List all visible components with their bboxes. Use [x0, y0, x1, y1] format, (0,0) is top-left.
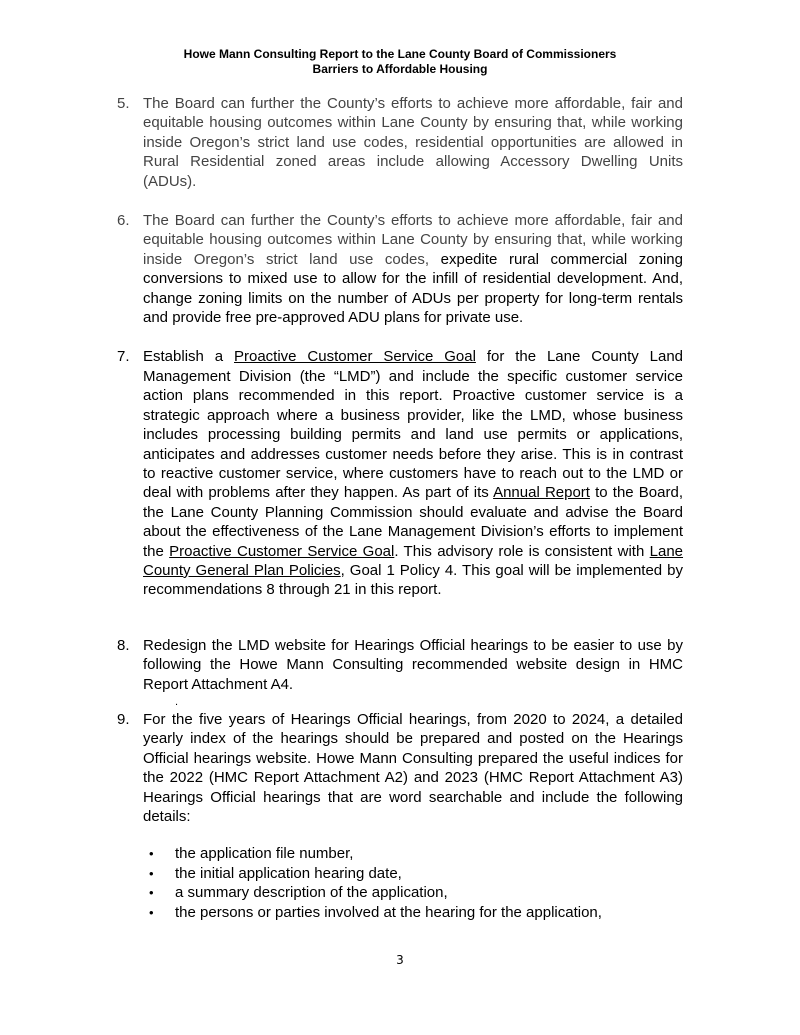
list-item: • the application file number,: [149, 845, 354, 863]
bullet-icon: •: [149, 904, 154, 920]
recommendation-5: [117, 94, 683, 191]
item-text: , Goal 1 Policy 4. This goal will be implemented by recommendations 8 through 21 in this report.: [143, 561, 683, 599]
recommendation-6: [117, 211, 683, 327]
report-header: [0, 47, 800, 77]
item-number: 5.: [117, 95, 130, 112]
bullet-icon: •: [149, 865, 154, 881]
item-number: 9.: [117, 710, 130, 728]
item-text: to the Board, the Lane County Planning Commission should evaluate and advise the Board about the effectiveness of the Lane Management Division’s efforts to implement the: [143, 484, 683, 560]
list-item: • the persons or parties involved at the hearing for the application,: [149, 903, 602, 921]
proactive-customer-service-goal-link: Proactive Customer Service Goal: [169, 542, 395, 560]
item-text: For the five years of Hearings Official hearings, from 2020 to 2024, a detailed yearly index of the hearings should be prepared and posted on the Hearings Official hearings website. Howe Mann Consulting prepared the useful indices for the 2022 (HMC Report Attachment A2) and 2023 (HMC Report Attachment A3) Hearings Official hearings that are word searchable and include the following details:: [143, 710, 683, 825]
list-item: • the initial application hearing date,: [149, 864, 402, 882]
report-title: Howe Mann Consulting Report to the Lane County Board of Commissioners: [183, 47, 617, 61]
general-plan-policies-link: Lane County General Plan Policies: [143, 542, 684, 579]
recommendation-7: [117, 347, 683, 599]
item-number: 7.: [117, 348, 130, 366]
recommendation-8: [117, 636, 683, 694]
item-text: Establish a: [143, 348, 234, 366]
proactive-customer-service-goal-link: Proactive Customer Service Goal: [234, 348, 476, 366]
recommendations-list: [117, 94, 683, 922]
bullet-icon: •: [149, 846, 154, 862]
report-subtitle: Barriers to Affordable Housing: [312, 62, 488, 76]
item-number: 8.: [117, 636, 130, 654]
index-details-list: [117, 844, 683, 922]
item-text: The Board can further the County’s efforts to achieve more affordable, fair and equitable housing outcomes within Lane County by ensuring that, while working inside Oregon’s strict land use codes, residential opportunities are allowed in Rural Residential zoned areas include allowing Accessory Dwelling Units (ADUs).: [143, 95, 683, 190]
list-item: • a summary description of the application,: [149, 884, 448, 902]
page-number: 3: [396, 953, 404, 967]
item-text: for the Lane County Land Management Division (the “LMD”) and include the specific customer service action plans recommended in this report. Proactive customer service is a strategic approach where a business provider, like the LMD, whose business includes processing building permits and land use permits or applications, anticipates and addresses customer needs before they arise. This is in contrast to reactive customer service, where customers have to reach out to the LMD or deal with problems after they happen. As part of its: [143, 348, 683, 502]
recommendation-9: [117, 710, 683, 826]
bullet-icon: •: [149, 885, 154, 901]
item-text: . This advisory role is consistent with: [394, 542, 650, 560]
item-text: Redesign the LMD website for Hearings Official hearings to be easier to use by following the Howe Mann Consulting recommended website design in HMC Report Attachment A4.: [143, 636, 683, 693]
stray-period: .: [175, 695, 179, 708]
item-text-black: expedite rural commercial zoning conversions to mixed use to allow for the infill of residential development. And, change zoning limits on the number of ADUs per property for long-term rentals and provide free pre-approved ADU plans for private use.: [143, 250, 683, 327]
item-number: 6.: [117, 212, 130, 230]
item-text-grey: The Board can further the County’s efforts to achieve more affordable, fair and equitable housing outcomes within Lane County by ensuring that, while working inside Oregon’s strict land use codes,: [143, 212, 683, 268]
annual-report-link: Annual Report: [493, 484, 590, 502]
